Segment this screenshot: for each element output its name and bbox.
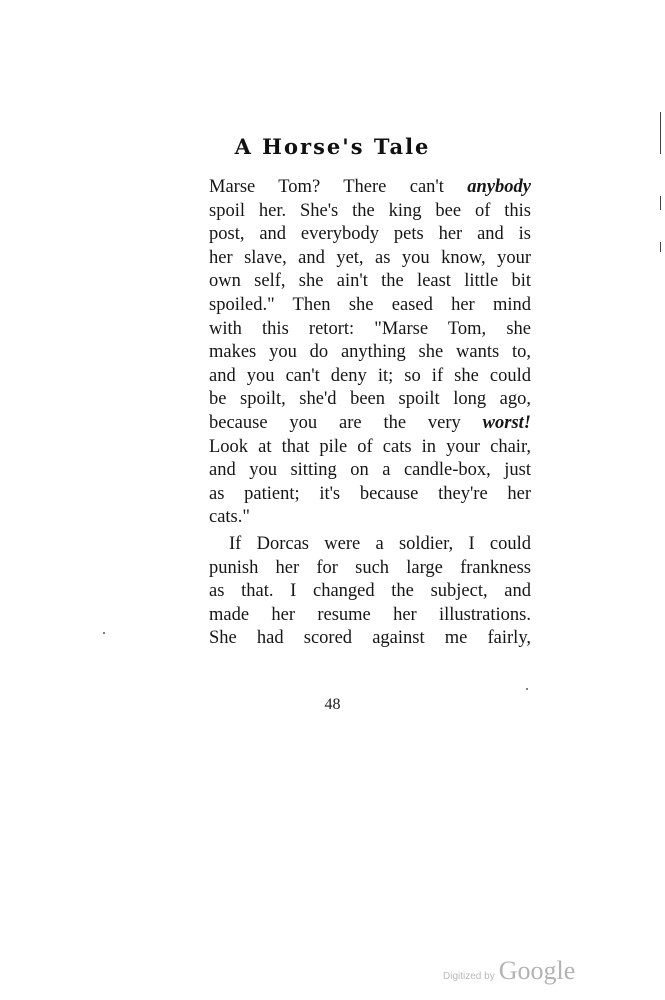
text-line: as that. I changed the subject, and — [209, 581, 531, 602]
body-text — [209, 176, 531, 651]
emphasized-word: worst! — [482, 412, 531, 433]
text-line: her slave, and yet, as you know, your — [209, 247, 531, 268]
text-line: post, and everybody pets her and is — [209, 224, 531, 245]
digitized-watermark — [443, 956, 575, 986]
scan-edge-mark — [660, 112, 661, 154]
text-line: spoil her. She's the king bee of this — [209, 200, 531, 221]
text-line: She had scored against me fairly, — [209, 628, 531, 649]
text-line: and you can't deny it; so if she could — [209, 365, 531, 386]
text-line: made her resume her illustrations. — [209, 604, 531, 625]
emphasized-word: anybody — [467, 177, 531, 197]
text-line: because you are the very worst! — [209, 412, 531, 433]
paragraph-first-line: If Dorcas were a soldier, I could — [229, 533, 531, 554]
text-line: Look at that pile of cats in your chair, — [209, 436, 531, 457]
text-line: be spoilt, she'd been spoilt long ago, — [209, 389, 531, 410]
text-line: cats." — [209, 507, 250, 528]
text-line: own self, she ain't the least little bit — [209, 271, 531, 292]
text-line: Marse Tom? There can't anybody — [209, 177, 531, 197]
watermark-prefix: Digitized by — [443, 971, 495, 982]
scan-edge-mark — [660, 242, 661, 252]
scan-speck — [103, 632, 105, 634]
text-line: punish her for such large frankness — [209, 557, 531, 578]
google-logo: Google — [498, 956, 576, 985]
page-number: 48 — [324, 696, 341, 713]
scan-speck — [526, 688, 528, 690]
scan-edge-mark — [660, 196, 661, 210]
text-line: with this retort: "Marse Tom, she — [209, 318, 531, 339]
text-line: makes you do anything she wants to, — [209, 342, 531, 363]
text-line: spoiled." Then she eased her mind — [209, 294, 531, 315]
text-line: as patient; it's because they're her — [209, 483, 531, 504]
running-title: A Horse's Tale — [234, 134, 431, 159]
text-line: and you sitting on a candle-box, just — [209, 460, 531, 481]
